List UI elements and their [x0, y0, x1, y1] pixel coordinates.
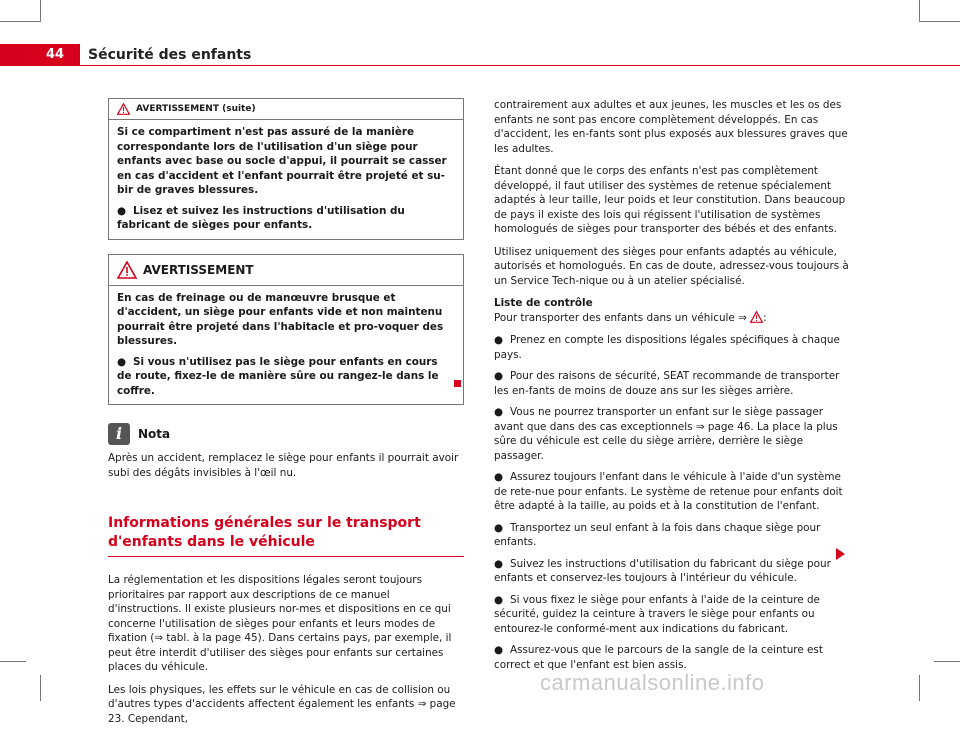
- page-title: Sécurité des enfants: [88, 47, 252, 63]
- crop-mark: [40, 675, 41, 701]
- crop-mark: [0, 661, 26, 662]
- warning-box: [108, 254, 464, 406]
- bullet-symbol: ●: [494, 593, 504, 606]
- body-paragraph: Utilisez uniquement des sièges pour enfants adaptés au véhicule, autorisés et homologués. En cas de doute, adressez-vous toujours à un Service Tech-nique ou à un atelier spécialisé.: [494, 245, 849, 287]
- warning-body: [109, 286, 463, 405]
- list-item: [494, 369, 850, 398]
- list-item-text: Transportez un seul enfant à la fois dans chaque siège pour enfants.: [494, 521, 821, 548]
- crop-mark: [40, 0, 41, 22]
- checklist-intro-end: :: [763, 311, 767, 324]
- body-paragraph: Étant donné que le corps des enfants n'est pas complètement développé, il faut utiliser des systèmes de retenue spécialement adaptés à leur taille, leur poids et leur constitution. Dans beaucoup de pays il existe des lois qui régissent l'utilisation de systèmes homologués de sièges pour transporter des bébés et des enfants.: [494, 165, 846, 235]
- list-item-text: Prenez en compte les dispositions légales spécifiques à chaque pays.: [494, 334, 840, 361]
- warning-header: [109, 99, 463, 120]
- checklist-intro: [494, 311, 850, 326]
- list-item-text: Pour des raisons de sécurité, SEAT recommande de transporter les en-fants de moins de douze ans sur les sièges arrière.: [494, 370, 840, 397]
- list-item: [494, 593, 850, 637]
- crop-mark: [0, 21, 40, 22]
- body-paragraph: Les lois physiques, les effets sur le véhicule en cas de collision ou d'autres types d'accidents affectent également les enfants ⇒ page 23. Cependant,: [108, 683, 456, 725]
- warning-triangle-icon[interactable]: [750, 311, 763, 323]
- continue-arrow-icon: [836, 548, 845, 560]
- body-paragraph: La réglementation et les dispositions légales seront toujours prioritaires par rapport aux descriptions de ce manuel d'instructions. Il existe plusieurs nor-mes et dispositions en ce qui concerne l'utilisation de sièges pour enfants et leurs modes de fixation (⇒ tabl. à la page 45). Dans certains pays, par exemple, il peut être interdit d'utiliser des sièges pour enfants sur certaines places du véhicule.: [108, 574, 452, 673]
- warning-paragraph: Si ce compartiment n'est pas assuré de la manière correspondante lors de l'utilisation d'un siège pour enfants avec base ou socle d'appui, il pourrait se casser en cas d'accident et l'enfant pourrait être projeté et su-bir de graves blessures.: [117, 126, 447, 196]
- section-title: Informations générales sur le transport d'enfants dans le véhicule: [108, 514, 464, 557]
- note-header: [108, 423, 464, 445]
- bullet-symbol: ●: [494, 521, 504, 534]
- bullet-symbol: ●: [494, 370, 504, 382]
- list-item: [494, 643, 850, 672]
- warning-triangle-icon: [117, 261, 137, 279]
- watermark: carmanualsonline.info: [540, 670, 765, 695]
- warning-bullet-text: Si vous n'utilisez pas le siège pour enfants en cours de route, fixez-le de manière sûre ou rangez-le dans le coffre.: [117, 355, 439, 397]
- info-note-icon: i: [108, 423, 130, 445]
- warning-box-continued: [108, 98, 464, 240]
- header-rule: [80, 65, 960, 66]
- warning-bullet-item: [117, 355, 455, 399]
- checklist: [494, 333, 850, 672]
- list-item-text: Suivez les instructions d'utilisation du fabricant du siège pour enfants et conservez-les toujours à l'intérieur du véhicule.: [494, 557, 831, 584]
- list-item: [494, 521, 850, 550]
- list-item-text: Assurez toujours l'enfant dans le véhicule à l'aide d'un système de rete-nue pour enfants. Le système de retenue pour enfants doit être adapté à la taille, au poids et à la constitution de l'enfant.: [494, 471, 843, 512]
- list-item-text: Vous ne pourrez transporter un enfant sur le siège passager avant que dans des cas exceptionnels ⇒ page 46. La place la plus sûre du véhicule est celle du siège arrière, derrière le siège passager.: [494, 406, 838, 462]
- list-item: [494, 470, 850, 514]
- page-number: 44: [0, 44, 80, 66]
- warning-title: AVERTISSEMENT: [143, 262, 254, 277]
- list-item: [494, 557, 850, 586]
- crop-mark: [934, 661, 960, 662]
- warning-triangle-icon: [117, 103, 130, 115]
- bullet-symbol: ●: [494, 471, 504, 483]
- note-title: Nota: [138, 427, 171, 441]
- left-column: [108, 98, 464, 734]
- checklist-title: Liste de contrôle: [494, 297, 593, 309]
- note-text: Après un accident, remplacez le siège pour enfants il pourrait avoir subi des dégâts invisibles à l'œil nu.: [108, 452, 459, 479]
- list-item-text: Si vous fixez le siège pour enfants à l'aide de la ceinture de sécurité, guidez la ceinture à travers le siège pour enfants ou entourez-le conformé-ment aux indications du fabricant.: [494, 593, 820, 635]
- crop-mark: [919, 675, 920, 701]
- bullet-symbol: ●: [117, 204, 127, 217]
- warning-bullet-text: Lisez et suivez les instructions d'utilisation du fabricant de sièges pour enfants.: [117, 204, 405, 231]
- warning-paragraph: En cas de freinage ou de manœuvre brusque et d'accident, un siège pour enfants vide et non maintenu pourrait être projeté dans l'habitacle et pro-voquer des blessures.: [117, 291, 444, 347]
- bullet-symbol: ●: [494, 644, 504, 656]
- checklist-intro-text: Pour transporter des enfants dans un véhicule ⇒: [494, 311, 747, 324]
- list-item: [494, 333, 850, 362]
- crop-mark: [919, 0, 920, 22]
- section-end-mark: [454, 380, 461, 387]
- warning-title: AVERTISSEMENT (suite): [136, 104, 256, 114]
- bullet-symbol: ●: [494, 557, 504, 570]
- body-paragraph: contrairement aux adultes et aux jeunes, les muscles et les os des enfants ne sont pas encore complètement développés. En cas d'accident, les en-fants sont plus exposés aux blessures graves que les adultes.: [494, 99, 848, 155]
- list-item-text: Assurez-vous que le parcours de la sangle de la ceinture est correct et que l'enfant est bien assis.: [494, 644, 823, 671]
- bullet-symbol: ●: [494, 406, 504, 418]
- right-column: [494, 98, 850, 679]
- bullet-symbol: ●: [117, 355, 127, 368]
- list-item: [494, 405, 850, 463]
- bullet-symbol: ●: [494, 334, 504, 346]
- crop-mark: [920, 21, 960, 22]
- warning-bullet-item: [117, 204, 455, 233]
- warning-header: [109, 255, 463, 286]
- warning-body: [109, 120, 463, 239]
